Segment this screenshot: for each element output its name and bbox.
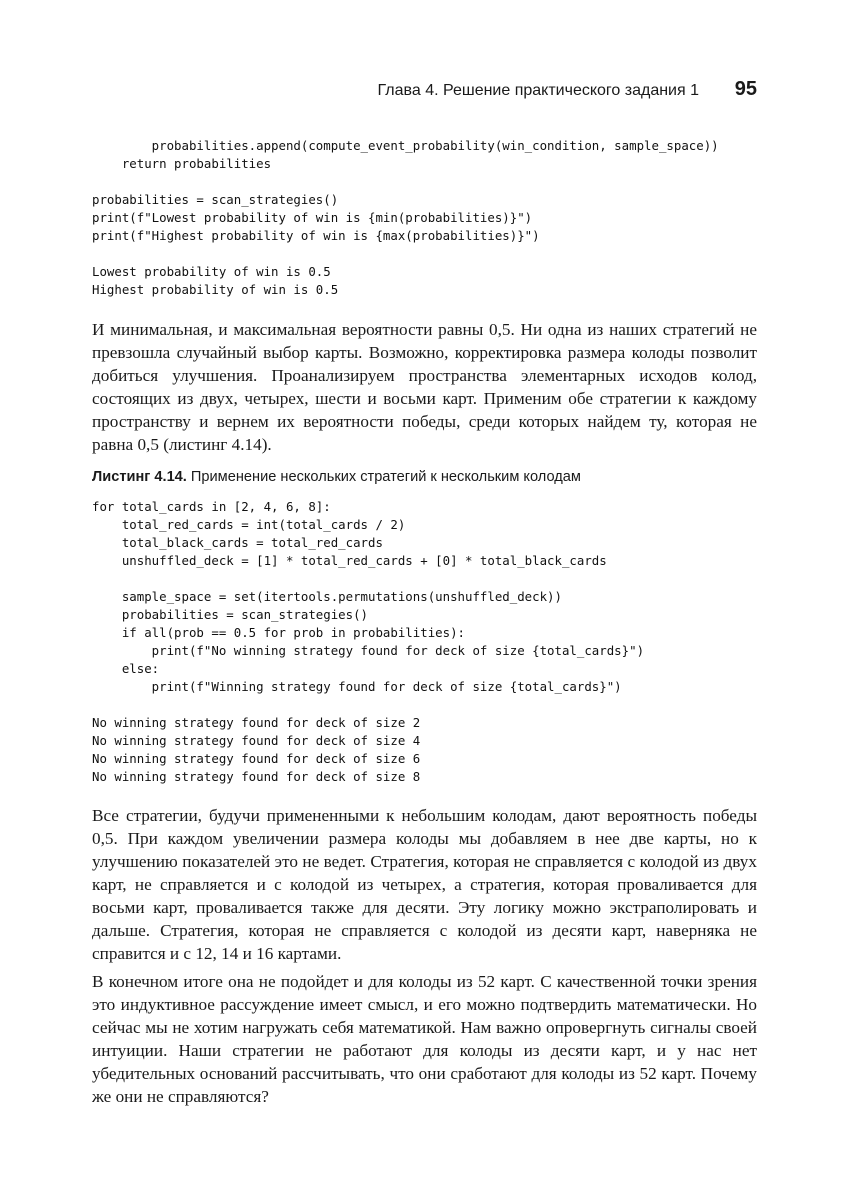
paragraph-strategies: Все стратегии, будучи примененными к небольшим колодам, дают вероятность победы 0,5. При каждом увеличении размера колоды мы добавляем в нее две карты, но к улучшению показателей это не ведет. Стратегия, которая не справляется с колодой из двух карт, не справляется и с колодой из четырех, а стратегия, которая проваливается для восьми карт, проваливается также для десяти. Эту логику можно экстраполировать и дальше. Стратегия, которая не справляется с колодой из десяти карт, наверняка не справится и с 12, 14 и 16 картами. xyxy=(92,806,757,963)
page-header xyxy=(92,78,757,106)
chapter-title: Глава 4. Решение практического задания 1 xyxy=(377,82,699,99)
code-block-output: probabilities.append(compute_event_probability(win_condition, sample_space)) return probabilities probabilities = scan_strategies() print(f"Lowest probability of win is {min(probabilities)}") print(f"Highest probability of win is {max(probabilities)}") Lowest probability of win is 0.5 Highest probability of win is 0.5 xyxy=(92,138,719,297)
code-block-listing: for total_cards in [2, 4, 6, 8]: total_red_cards = int(total_cards / 2) total_black_cards = total_red_cards unshuffled_deck = [1] * total_red_cards + [0] * total_black_cards sample_space = set(itertools.permutations(unshuffled_deck)) probabilities = scan_strategies() if all(prob == 0.5 for prob in probabilities): print(f"No winning strategy found for deck of size {total_cards}") else: print(f"Winning strategy found for deck of size {total_cards}") No winning strategy found for deck of size 2 No winning strategy found for deck of size 4 No winning strategy found for deck of size 6 No winning strategy found for deck of size 8 xyxy=(92,499,645,784)
listing-caption xyxy=(92,469,757,485)
listing-title: Применение нескольких стратегий к нескольким колодам xyxy=(190,469,581,485)
paragraph-probabilities: И минимальная, и максимальная вероятности равны 0,5. Ни одна из наших стратегий не превзошла случайный выбор карты. Возможно, корректировка размера колоды позволит добиться улучшения. Проанализируем пространства элементарных исходов колод, состоящих из двух, четырех, шести и восьми карт. Применим обе стратегии к каждому пространству и вернем их вероятности победы, среди которых найдем ту, которая не равна 0,5 (листинг 4.14). xyxy=(92,320,757,454)
page-number: 95 xyxy=(734,78,757,100)
paragraph-conclusion: В конечном итоге она не подойдет и для колоды из 52 карт. С качественной точки зрения это индуктивное рассуждение имеет смысл, и его можно подтвердить математически. Но сейчас мы не хотим нагружать себя математикой. Нам важно опровергнуть сигналы своей интуиции. Наши стратегии не работают для колоды из десяти карт, и у нас нет убедительных оснований рассчитывать, что они сработают для колоды из 52 карт. Почему же они не справляются? xyxy=(92,972,757,1106)
listing-label: Листинг 4.14. xyxy=(92,469,187,485)
